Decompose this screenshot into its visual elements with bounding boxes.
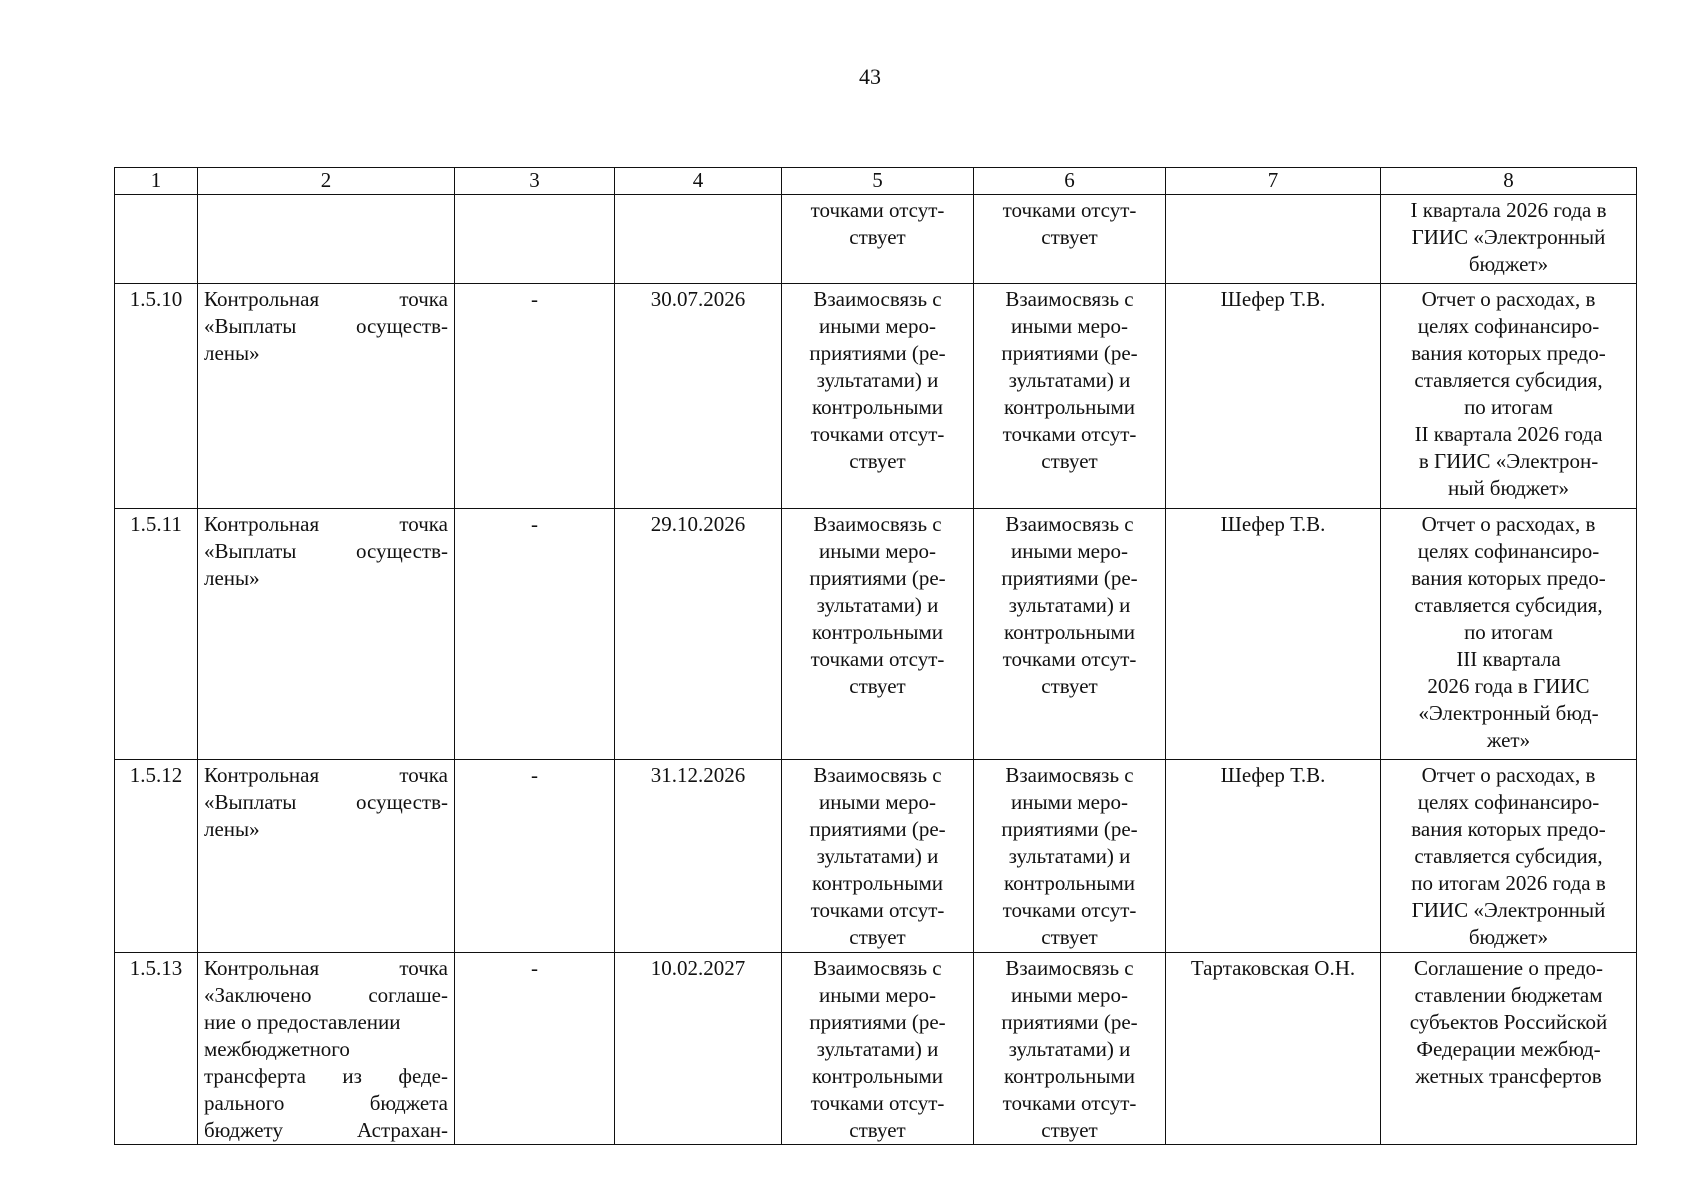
name-cell xyxy=(198,760,455,953)
relation-cell xyxy=(782,284,974,509)
row-number-cell: 1.5.12 xyxy=(115,760,198,953)
cell-line: иными меро- xyxy=(1011,314,1128,338)
table-row xyxy=(115,284,1637,509)
column-3-cell: - xyxy=(455,760,615,953)
cell-line: по итогам xyxy=(1464,620,1553,644)
relation-cell xyxy=(782,760,974,953)
column-header: 2 xyxy=(198,168,455,195)
cell-line: точками отсут- xyxy=(810,198,945,222)
cell-line: ставляется субсидия, xyxy=(1414,844,1603,868)
cell-line: зультатами) и xyxy=(816,368,939,392)
name-line xyxy=(204,313,448,340)
cell-line: ГИИС «Электронный xyxy=(1411,898,1606,922)
cell-line: приятиями (ре- xyxy=(1001,817,1138,841)
cell-line: вания которых предо- xyxy=(1411,817,1606,841)
word: точка xyxy=(399,763,448,787)
cell-line: контрольными xyxy=(1004,620,1135,644)
word: бюджета xyxy=(369,1091,448,1115)
cell-line: зультатами) и xyxy=(816,593,939,617)
row-number-cell xyxy=(115,195,198,284)
word: межбюджетного xyxy=(204,1037,350,1061)
row-number-cell: 1.5.10 xyxy=(115,284,198,509)
column-header: 6 xyxy=(974,168,1166,195)
word: Астрахан- xyxy=(357,1118,448,1142)
word: рального xyxy=(204,1091,285,1115)
name-line xyxy=(204,982,448,1009)
cell-line: I квартала 2026 года в xyxy=(1410,198,1607,222)
cell-line: жет» xyxy=(1486,728,1531,752)
relation-cell xyxy=(782,195,974,284)
responsible-cell: Шефер Т.В. xyxy=(1166,509,1381,760)
relation-cell xyxy=(782,953,974,1145)
responsible-cell: Шефер Т.В. xyxy=(1166,760,1381,953)
name-cell xyxy=(198,195,455,284)
cell-line: Федерации межбюд- xyxy=(1416,1037,1601,1061)
cell-line: III квартала xyxy=(1456,647,1561,671)
cell-line: точками отсут- xyxy=(1002,422,1137,446)
cell-line: Взаимосвязь с xyxy=(1005,763,1134,787)
cell-line: ствует xyxy=(849,1118,906,1142)
cell-line: ный бюджет» xyxy=(1447,476,1570,500)
document-cell xyxy=(1381,953,1637,1145)
cell-line: ствует xyxy=(849,449,906,473)
name-cell xyxy=(198,284,455,509)
column-3-cell: - xyxy=(455,953,615,1145)
cell-line: точками отсут- xyxy=(1002,898,1137,922)
column-header: 1 xyxy=(115,168,198,195)
cell-line: точками отсут- xyxy=(810,647,945,671)
cell-line: Взаимосвязь с xyxy=(813,512,942,536)
name-line xyxy=(204,1036,448,1063)
name-line xyxy=(204,286,448,313)
word: точка xyxy=(399,512,448,536)
page-number: 43 xyxy=(859,64,881,89)
cell-line: по итогам xyxy=(1464,395,1553,419)
word: лены» xyxy=(204,817,260,841)
cell-line: контрольными xyxy=(1004,1064,1135,1088)
cell-line: Взаимосвязь с xyxy=(813,763,942,787)
responsible-cell: Тартаковская О.Н. xyxy=(1166,953,1381,1145)
cell-line: контрольными xyxy=(812,395,943,419)
word: точка xyxy=(399,287,448,311)
cell-line: целях софинансиро- xyxy=(1417,314,1600,338)
cell-line: приятиями (ре- xyxy=(1001,1010,1138,1034)
word: Контрольная xyxy=(204,512,320,536)
cell-line: в ГИИС «Электрон- xyxy=(1418,449,1599,473)
cell-line: ствует xyxy=(1041,674,1098,698)
column-header: 4 xyxy=(615,168,782,195)
cell-line: точками отсут- xyxy=(810,422,945,446)
cell-line: контрольными xyxy=(812,871,943,895)
name-line xyxy=(204,1117,448,1144)
cell-line: контрольными xyxy=(1004,395,1135,419)
cell-line: ствует xyxy=(849,225,906,249)
name-cell xyxy=(198,509,455,760)
cell-line: иными меро- xyxy=(819,539,936,563)
relation-cell xyxy=(782,509,974,760)
cell-line: 2026 года в ГИИС xyxy=(1427,674,1590,698)
name-line xyxy=(204,762,448,789)
column-header: 5 xyxy=(782,168,974,195)
cell-line: Отчет о расходах, в xyxy=(1421,287,1596,311)
word: лены» xyxy=(204,566,260,590)
date-cell: 30.07.2026 xyxy=(615,284,782,509)
name-line xyxy=(204,565,448,592)
cell-line: по итогам 2026 года в xyxy=(1411,871,1606,895)
cell-line: точками отсут- xyxy=(1002,198,1137,222)
column-3-cell: - xyxy=(455,284,615,509)
cell-line: приятиями (ре- xyxy=(1001,566,1138,590)
relation-cell xyxy=(974,953,1166,1145)
word: «Выплаты xyxy=(204,314,297,338)
column-header: 8 xyxy=(1381,168,1637,195)
name-line xyxy=(204,511,448,538)
document-cell xyxy=(1381,284,1637,509)
cell-line: ствует xyxy=(849,674,906,698)
cell-line: зультатами) и xyxy=(1008,844,1131,868)
cell-line: зультатами) и xyxy=(1008,368,1131,392)
row-number-cell: 1.5.13 xyxy=(115,953,198,1145)
column-header: 7 xyxy=(1166,168,1381,195)
cell-line: ствует xyxy=(849,925,906,949)
cell-line: ствует xyxy=(1041,225,1098,249)
document-cell xyxy=(1381,760,1637,953)
name-line xyxy=(204,340,448,367)
column-number-header-row xyxy=(115,168,1637,195)
responsible-cell xyxy=(1166,195,1381,284)
relation-cell xyxy=(974,195,1166,284)
date-cell: 29.10.2026 xyxy=(615,509,782,760)
name-line xyxy=(204,1090,448,1117)
table-row xyxy=(115,760,1637,953)
cell-line: жетных трансфертов xyxy=(1415,1064,1602,1088)
cell-line: ставлении бюджетам xyxy=(1414,983,1603,1007)
cell-line: иными меро- xyxy=(1011,790,1128,814)
cell-line: точками отсут- xyxy=(1002,647,1137,671)
cell-line: точками отсут- xyxy=(1002,1091,1137,1115)
cell-line: контрольными xyxy=(812,1064,943,1088)
cell-line: целях софинансиро- xyxy=(1417,790,1600,814)
table-row-continuation xyxy=(115,195,1637,284)
word: Контрольная xyxy=(204,287,320,311)
date-cell: 10.02.2027 xyxy=(615,953,782,1145)
word: точка xyxy=(399,956,448,980)
cell-line: зультатами) и xyxy=(1008,593,1131,617)
column-header: 3 xyxy=(455,168,615,195)
cell-line: ставляется субсидия, xyxy=(1414,593,1603,617)
cell-line: приятиями (ре- xyxy=(809,566,946,590)
cell-line: приятиями (ре- xyxy=(1001,341,1138,365)
cell-line: «Электронный бюд- xyxy=(1418,701,1599,725)
cell-line: Взаимосвязь с xyxy=(1005,512,1134,536)
word: осуществ- xyxy=(356,790,448,814)
cell-line: целях софинансиро- xyxy=(1417,539,1600,563)
word: «Выплаты xyxy=(204,539,297,563)
cell-line: точками отсут- xyxy=(810,898,945,922)
word: осуществ- xyxy=(356,314,448,338)
cell-line: зультатами) и xyxy=(816,844,939,868)
cell-line: ставляется субсидия, xyxy=(1414,368,1603,392)
word: бюджету xyxy=(204,1118,283,1142)
cell-line: Взаимосвязь с xyxy=(813,287,942,311)
word: Контрольная xyxy=(204,763,320,787)
cell-line: иными меро- xyxy=(1011,539,1128,563)
cell-line: иными меро- xyxy=(819,790,936,814)
cell-line: иными меро- xyxy=(1011,983,1128,1007)
document-cell xyxy=(1381,195,1637,284)
cell-line: Взаимосвязь с xyxy=(813,956,942,980)
relation-cell xyxy=(974,760,1166,953)
word: лены» xyxy=(204,341,260,365)
cell-line: иными меро- xyxy=(819,314,936,338)
word: Контрольная xyxy=(204,956,320,980)
cell-line: контрольными xyxy=(812,620,943,644)
cell-line: приятиями (ре- xyxy=(809,1010,946,1034)
document-cell xyxy=(1381,509,1637,760)
cell-line: Соглашение о предо- xyxy=(1413,956,1604,980)
name-line xyxy=(204,1063,448,1090)
column-3-cell xyxy=(455,195,615,284)
word: феде- xyxy=(398,1064,448,1088)
cell-line: Взаимосвязь с xyxy=(1005,287,1134,311)
row-number-cell: 1.5.11 xyxy=(115,509,198,760)
cell-line: вания которых предо- xyxy=(1411,566,1606,590)
table-row xyxy=(115,953,1637,1145)
cell-line: вания которых предо- xyxy=(1411,341,1606,365)
control-points-table xyxy=(114,167,1637,1145)
word: соглаше- xyxy=(368,983,448,1007)
cell-line: Взаимосвязь с xyxy=(1005,956,1134,980)
name-line xyxy=(204,955,448,982)
cell-line: ствует xyxy=(1041,1118,1098,1142)
column-3-cell: - xyxy=(455,509,615,760)
cell-line: ствует xyxy=(1041,925,1098,949)
cell-line: II квартала 2026 года xyxy=(1414,422,1603,446)
relation-cell xyxy=(974,509,1166,760)
cell-line: субъектов Российской xyxy=(1409,1010,1608,1034)
responsible-cell: Шефер Т.В. xyxy=(1166,284,1381,509)
name-line xyxy=(204,789,448,816)
cell-line: иными меро- xyxy=(819,983,936,1007)
cell-line: бюджет» xyxy=(1468,252,1549,276)
date-cell xyxy=(615,195,782,284)
word: осуществ- xyxy=(356,539,448,563)
word: ние о предоставлении xyxy=(204,1010,401,1034)
date-cell: 31.12.2026 xyxy=(615,760,782,953)
cell-line: Отчет о расходах, в xyxy=(1421,512,1596,536)
word: «Выплаты xyxy=(204,790,297,814)
cell-line: Отчет о расходах, в xyxy=(1421,763,1596,787)
word: «Заключено xyxy=(204,983,312,1007)
cell-line: ствует xyxy=(1041,449,1098,473)
cell-line: приятиями (ре- xyxy=(809,341,946,365)
name-line xyxy=(204,538,448,565)
relation-cell xyxy=(974,284,1166,509)
cell-line: контрольными xyxy=(1004,871,1135,895)
cell-line: зультатами) и xyxy=(1008,1037,1131,1061)
word: из xyxy=(342,1064,362,1088)
cell-line: точками отсут- xyxy=(810,1091,945,1115)
cell-line: зультатами) и xyxy=(816,1037,939,1061)
name-line xyxy=(204,1009,448,1036)
cell-line: ГИИС «Электронный xyxy=(1411,225,1606,249)
cell-line: приятиями (ре- xyxy=(809,817,946,841)
table-row xyxy=(115,509,1637,760)
name-line xyxy=(204,816,448,843)
name-cell xyxy=(198,953,455,1145)
word: трансферта xyxy=(204,1064,306,1088)
cell-line: бюджет» xyxy=(1468,925,1549,949)
